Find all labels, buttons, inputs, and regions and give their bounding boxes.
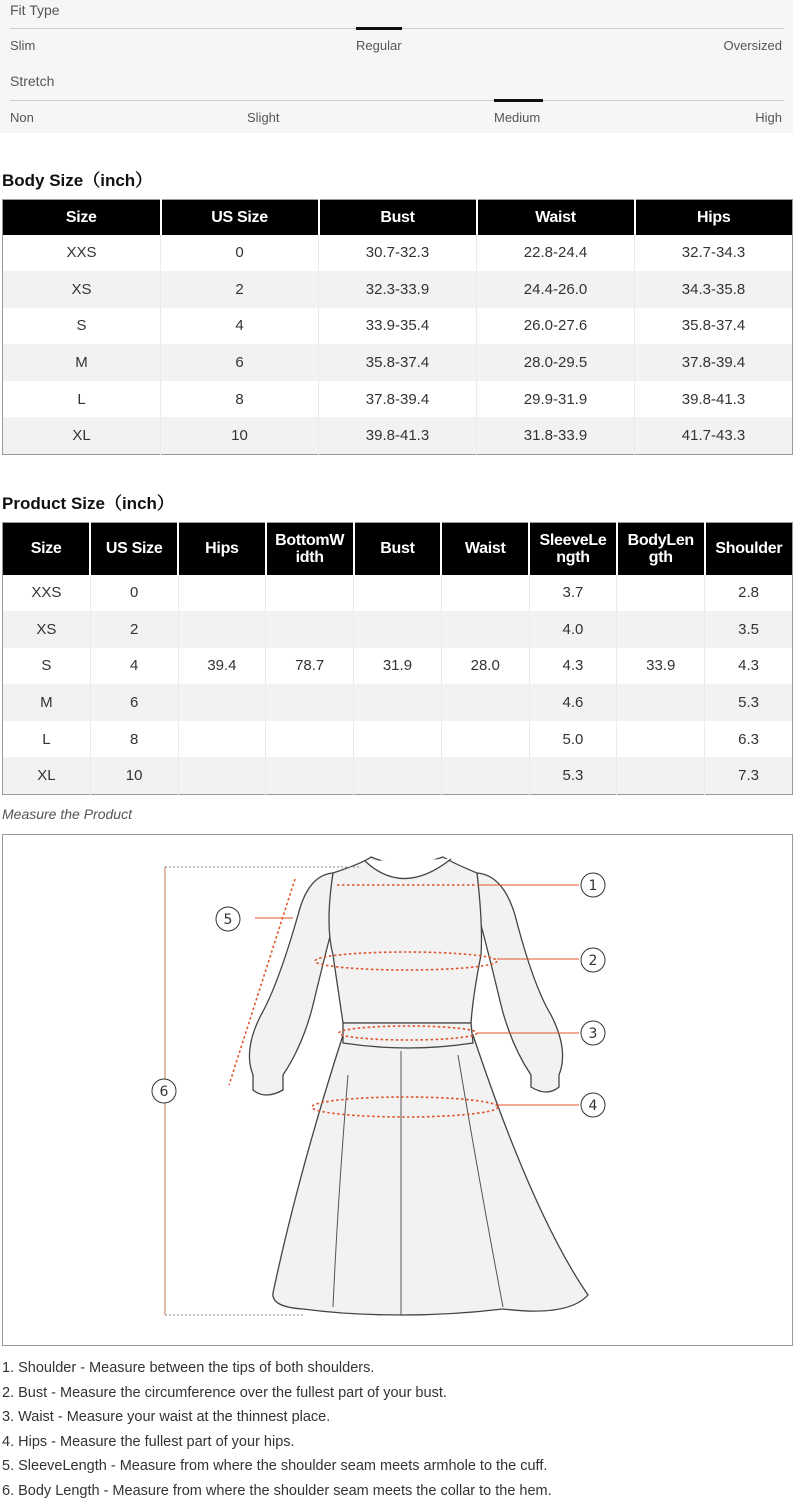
table-cell <box>266 611 354 648</box>
marker-2-label: 2 <box>588 953 598 969</box>
table-cell: S <box>3 308 161 345</box>
table-cell: 41.7-43.3 <box>635 417 793 454</box>
table-cell: XXS <box>3 575 91 612</box>
table-row <box>3 235 793 272</box>
table-cell: 37.8-39.4 <box>635 344 793 381</box>
table-row <box>3 757 793 794</box>
marker-6-label: 6 <box>159 1084 169 1100</box>
table-cell: 4.0 <box>529 611 617 648</box>
table-cell <box>354 757 442 794</box>
body-size-table <box>2 199 793 455</box>
header-us-size: US Size <box>90 523 178 575</box>
table-cell: 33.9-35.4 <box>319 308 477 345</box>
table-cell: 24.4-26.0 <box>477 271 635 308</box>
table-cell: 30.7-32.3 <box>319 235 477 272</box>
table-row <box>3 721 793 758</box>
table-row <box>3 575 793 612</box>
fit-type-selected-marker <box>356 27 402 30</box>
table-cell: 4.3 <box>529 648 617 685</box>
table-cell <box>266 575 354 612</box>
dress-right-sleeve <box>477 873 563 1092</box>
table-cell: 39.8-41.3 <box>319 417 477 454</box>
table-cell: 33.9 <box>617 648 705 685</box>
product-size-title: Product Size（inch） <box>2 494 174 513</box>
table-cell: 6 <box>90 684 178 721</box>
fit-type-title: Fit Type <box>10 2 60 18</box>
dress-bodice <box>329 857 482 1023</box>
table-cell: XL <box>3 757 91 794</box>
table-cell: XL <box>3 417 161 454</box>
table-cell: 34.3-35.8 <box>635 271 793 308</box>
table-cell: 6.3 <box>738 730 759 748</box>
table-cell <box>266 684 354 721</box>
table-cell: M <box>3 344 161 381</box>
header-us-size: US Size <box>161 200 319 235</box>
table-row <box>3 684 793 721</box>
table-cell: 29.9-31.9 <box>477 381 635 418</box>
header-shoulder: Shoulder <box>705 523 793 575</box>
table-cell <box>617 757 705 794</box>
table-cell: 6 <box>161 344 319 381</box>
product-size-table <box>2 522 793 795</box>
header-bottom-width: BottomW idth <box>266 523 354 575</box>
table-cell: XS <box>3 271 161 308</box>
stretch-selected-marker <box>494 99 543 102</box>
table-cell <box>617 575 705 612</box>
table-cell <box>178 757 266 794</box>
table-cell: 4 <box>161 308 319 345</box>
table-cell <box>178 575 266 612</box>
table-cell <box>617 721 705 758</box>
header-size: Size <box>3 523 91 575</box>
table-cell: 31.9 <box>354 648 442 685</box>
table-cell: 37.8-39.4 <box>319 381 477 418</box>
table-cell: 5.3 <box>529 757 617 794</box>
header-body-length: BodyLen gth <box>617 523 705 575</box>
table-cell: S <box>3 648 91 685</box>
header-waist: Waist <box>477 200 635 235</box>
table-row <box>3 271 793 308</box>
table-cell: 32.7-34.3 <box>681 244 746 262</box>
instruction-body-length: 6. Body Length - Measure from where the shoulder seam meets the collar to the hem. <box>2 1482 552 1499</box>
table-cell <box>441 721 529 758</box>
table-cell: 0 <box>161 235 319 272</box>
table-cell: L <box>3 721 91 758</box>
table-cell <box>441 757 529 794</box>
table-cell: 10 <box>161 417 319 454</box>
table-cell: XXS <box>3 235 161 272</box>
table-cell <box>266 757 354 794</box>
header-hips: Hips <box>635 200 793 235</box>
fit-scales-panel <box>0 0 793 133</box>
table-cell <box>441 575 529 612</box>
table-cell: 28.0 <box>441 648 529 685</box>
instruction-sleeve-length: 5. SleeveLength - Measure from where the shoulder seam meets armhole to the cuff. <box>2 1458 548 1474</box>
table-cell: 78.7 <box>266 648 354 685</box>
table-cell: 8 <box>161 381 319 418</box>
table-cell: 39.4 <box>178 648 266 685</box>
table-cell <box>354 721 442 758</box>
stretch-label-medium: Medium <box>494 110 541 125</box>
header-bust: Bust <box>319 200 477 235</box>
measure-caption: Measure the Product <box>2 806 132 822</box>
table-cell: 35.8-37.4 <box>681 317 746 335</box>
table-cell: 2 <box>90 611 178 648</box>
marker-1-label: 1 <box>588 878 598 894</box>
stretch-track <box>10 100 784 101</box>
instruction-shoulder: 1. Shoulder - Measure between the tips of both shoulders. <box>2 1360 375 1376</box>
fit-type-label-oversized: Oversized <box>723 38 782 53</box>
stretch-title: Stretch <box>10 73 55 89</box>
marker-5-label: 5 <box>223 912 233 928</box>
stretch-label-non: Non <box>10 110 34 125</box>
table-cell: 8 <box>90 721 178 758</box>
stretch-label-slight: Slight <box>247 110 280 125</box>
table-row <box>3 611 793 648</box>
table-cell: 28.0-29.5 <box>477 344 635 381</box>
table-cell: 22.8-24.4 <box>477 235 635 272</box>
table-cell <box>178 721 266 758</box>
table-cell: 2 <box>161 271 319 308</box>
fit-type-label-regular: Regular <box>356 38 402 53</box>
instruction-hips: 4. Hips - Measure the fullest part of your hips. <box>2 1433 295 1450</box>
table-cell: 26.0-27.6 <box>477 308 635 345</box>
table-cell <box>178 684 266 721</box>
instruction-waist: 3. Waist - Measure your waist at the thinnest place. <box>2 1409 331 1425</box>
table-cell <box>354 684 442 721</box>
header-sleeve-length: SleeveLe ngth <box>529 523 617 575</box>
table-cell: M <box>3 684 91 721</box>
table-cell: 4 <box>90 648 178 685</box>
table-header-row <box>3 523 793 575</box>
header-waist: Waist <box>441 523 529 575</box>
table-cell: 5.3 <box>705 684 793 721</box>
table-cell <box>441 611 529 648</box>
table-header-row <box>3 200 793 235</box>
table-cell: 0 <box>90 575 178 612</box>
measure-diagram <box>2 834 793 1346</box>
measure-instructions <box>2 1358 793 1500</box>
table-cell: 3.7 <box>529 575 617 612</box>
table-cell <box>354 575 442 612</box>
table-row <box>3 381 793 418</box>
stretch-label-high: High <box>755 110 782 125</box>
table-cell: 5.0 <box>529 721 617 758</box>
table-row <box>3 344 793 381</box>
table-cell: 35.8-37.4 <box>319 344 477 381</box>
table-cell: 4.6 <box>529 684 617 721</box>
table-cell: 32.3-33.9 <box>319 271 477 308</box>
header-bust: Bust <box>354 523 442 575</box>
marker-3-label: 3 <box>588 1026 598 1042</box>
table-cell: 7.3 <box>705 757 793 794</box>
table-row <box>3 648 793 685</box>
table-cell <box>178 611 266 648</box>
table-cell: 31.8-33.9 <box>477 417 635 454</box>
table-cell: 2.8 <box>738 584 759 602</box>
header-size: Size <box>3 200 161 235</box>
body-size-title: Body Size（inch） <box>2 171 153 190</box>
table-cell: 3.5 <box>705 611 793 648</box>
table-cell <box>617 684 705 721</box>
table-cell <box>441 684 529 721</box>
marker-4-label: 4 <box>588 1098 598 1114</box>
instruction-bust: 2. Bust - Measure the circumference over the fullest part of your bust. <box>2 1384 447 1401</box>
table-cell: XS <box>3 611 91 648</box>
header-hips: Hips <box>178 523 266 575</box>
fit-type-label-slim: Slim <box>10 38 36 53</box>
table-cell <box>617 611 705 648</box>
dress-illustration <box>3 835 792 1345</box>
table-cell: 4.3 <box>738 657 759 675</box>
table-cell: L <box>3 381 161 418</box>
table-cell <box>266 721 354 758</box>
table-row <box>3 308 793 345</box>
table-cell <box>354 611 442 648</box>
table-cell: 10 <box>90 757 178 794</box>
table-row <box>3 417 793 454</box>
table-cell: 39.8-41.3 <box>681 390 746 408</box>
